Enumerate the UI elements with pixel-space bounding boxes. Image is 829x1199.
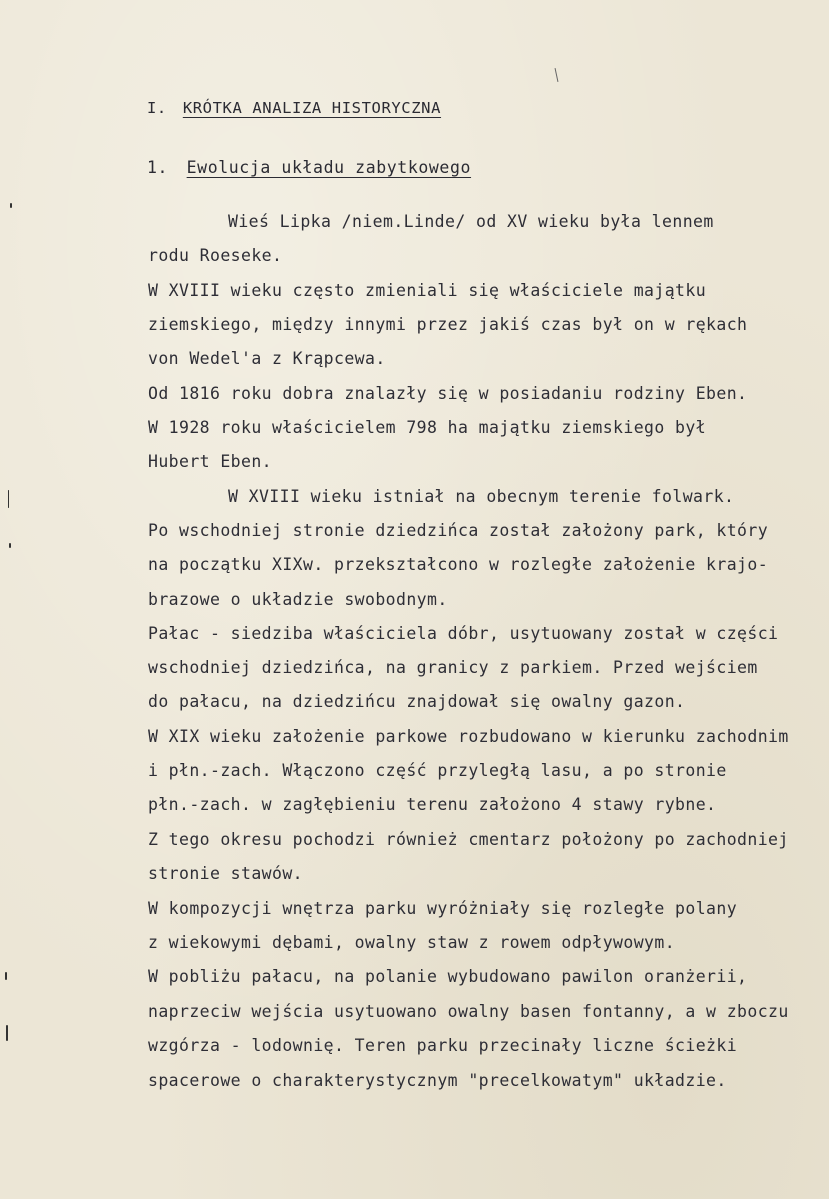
text-line: Wieś Lipka /niem.Linde/ od XV wieku była lennem	[228, 212, 714, 231]
text-line: Od 1816 roku dobra znalazły się w posiadaniu rodziny Eben.	[148, 384, 748, 403]
text-line: W 1928 roku właścicielem 798 ha majątku ziemskiego był	[148, 418, 707, 437]
text-line: W pobliżu pałacu, na polanie wybudowano pawilon oranżerii,	[148, 967, 748, 986]
text-line: stronie stawów.	[148, 864, 304, 883]
text-line: spacerowe o charakterystycznym "precelkowatym" układzie.	[148, 1071, 727, 1090]
text-line: W kompozycji wnętrza parku wyróżniały się rozległe polany	[148, 899, 738, 918]
text-line: Z tego okresu pochodzi również cmentarz położony po zachodniej	[148, 830, 789, 849]
binding-mark	[8, 490, 9, 508]
text-line: ziemskiego, między innymi przez jakiś czas był on w rękach	[148, 315, 748, 334]
text-line: do pałacu, na dziedzińcu znajdował się owalny gazon.	[148, 692, 686, 711]
section-number: I.	[147, 99, 167, 117]
text-line: Po wschodniej stronie dziedzińca został założony park, który	[148, 521, 769, 540]
binding-mark	[10, 203, 12, 208]
section-heading	[147, 98, 441, 118]
binding-mark	[6, 1025, 8, 1041]
text-line: brazowe o układzie swobodnym.	[148, 590, 448, 609]
text-line: W XVIII wieku istniał na obecnym terenie folwark.	[228, 487, 735, 506]
text-line: W XVIII wieku często zmieniali się właściciele majątku	[148, 281, 707, 300]
text-line: wschodniej dziedzińca, na granicy z parkiem. Przed wejściem	[148, 658, 758, 677]
text-line: Hubert Eben.	[148, 452, 273, 471]
text-line: W XIX wieku założenie parkowe rozbudowano w kierunku zachodnim	[148, 727, 789, 746]
subsection-number: 1.	[147, 158, 169, 177]
binding-mark	[9, 543, 11, 548]
section-title: KRÓTKA ANALIZA HISTORYCZNA	[182, 99, 442, 117]
text-line: z wiekowymi dębami, owalny staw z rowem odpływowym.	[148, 933, 676, 952]
subsection-heading	[147, 158, 471, 178]
text-line: rodu Roeseke.	[148, 246, 283, 265]
subsection-title: Ewolucja układu zabytkowego	[186, 158, 472, 177]
text-line: Pałac - siedziba właściciela dóbr, usytuowany został w części	[148, 624, 779, 643]
text-line: płn.-zach. w zagłębieniu terenu założono 4 stawy rybne.	[148, 795, 717, 814]
text-line: i płn.-zach. Włączono część przyległą lasu, a po stronie	[148, 761, 727, 780]
binding-mark	[5, 972, 7, 980]
text-line: naprzeciw wejścia usytuowano owalny basen fontanny, a w zboczu	[148, 1002, 789, 1021]
pencil-tick	[555, 68, 559, 82]
text-line: na początku XIXw. przekształcono w rozległe założenie krajo-	[148, 555, 769, 574]
text-line: von Wedel'a z Krąpcewa.	[148, 349, 386, 368]
text-line: wzgórza - lodownię. Teren parku przecinały liczne ścieżki	[148, 1036, 738, 1055]
